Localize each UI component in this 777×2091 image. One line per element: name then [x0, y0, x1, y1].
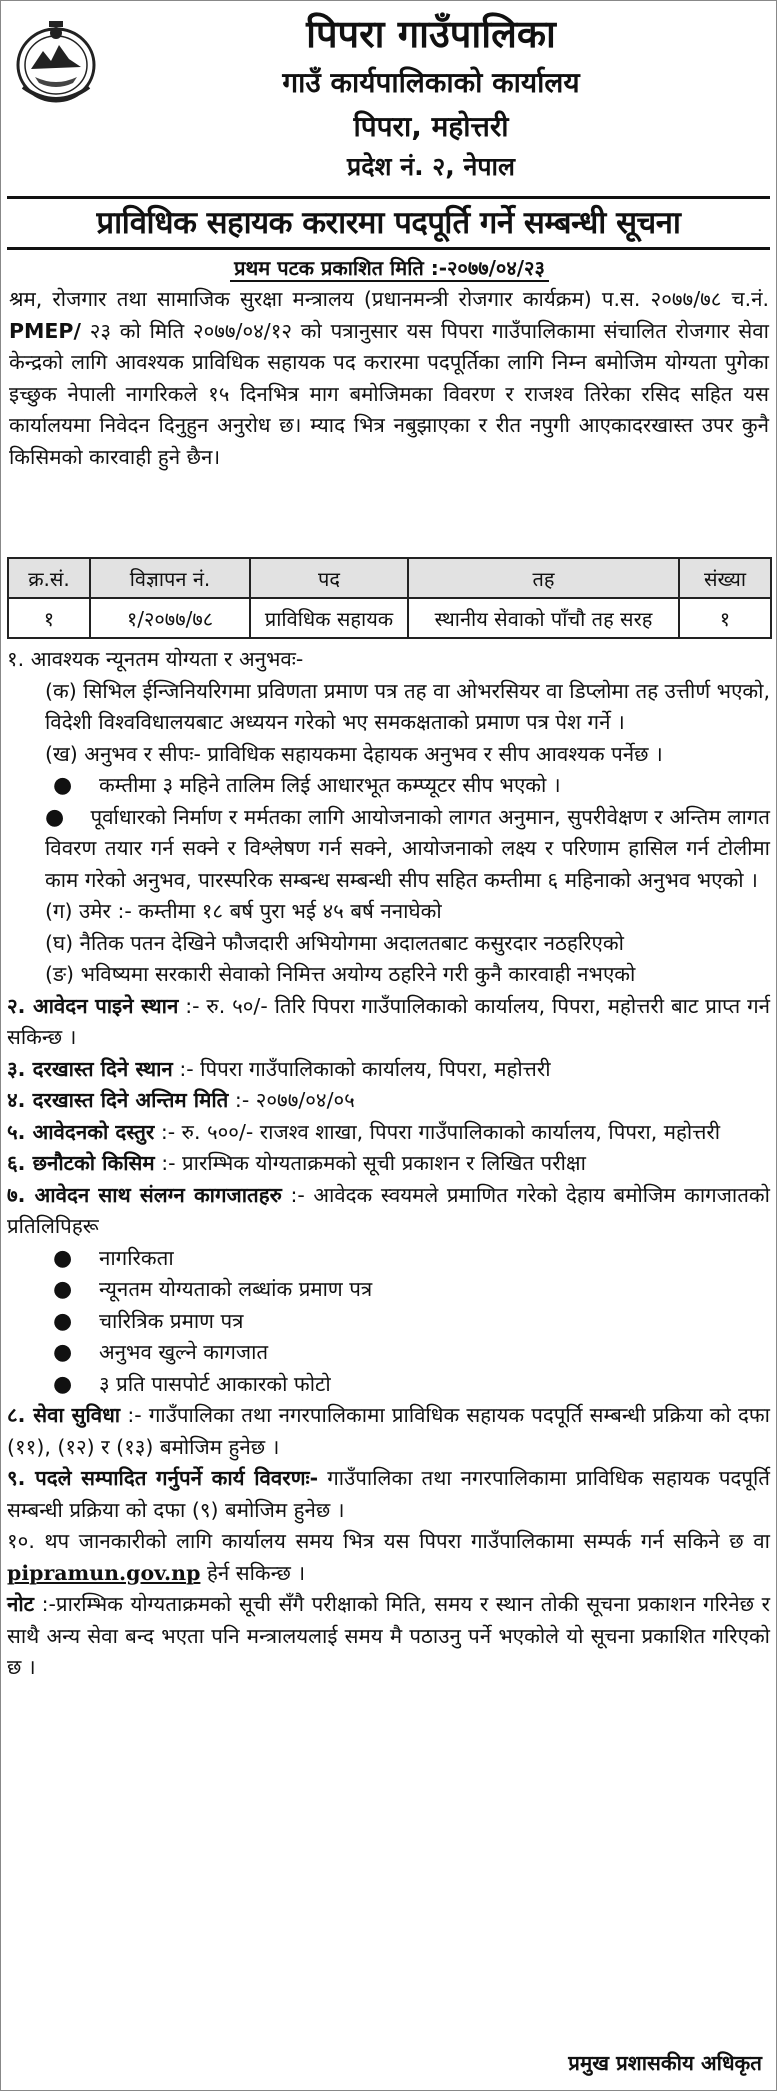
municipality-name: पिपरा गाउँपालिका — [306, 12, 556, 56]
section-1-gha: (घ) नैतिक पतन देखिने फौजदारी अभियोगमा अदालतबाट कसुरदार नठहरिएको — [45, 930, 624, 955]
list-item: ● ३ प्रति पासपोर्ट आकारको फोटो — [7, 1369, 770, 1401]
intro-paragraph: श्रम, रोजगार तथा सामाजिक सुरक्षा मन्त्रालय (प्रधानमन्त्री रोजगार कार्यक्रम) प.स. २०७७/७८ च.नं. PMEP/ २३ को मिति २०७७/०४/१२ को पत्रानुसार यस पिपरा गाउँपालिकामा संचालित रोजगार सेवा केन्द्रको लागि आवश्यक प्राविधिक सहायक पद करारमा पदपूर्तिका लागि निम्न बमोजिम योग्यता पुगेका इच्छुक नेपाली नागरिकले १५ दिनभित्र माग बमोजिमका विवरण र राजश्व तिरेका रसिद सहित यस कार्यालयमा निवेदन दिनुहुन अनुरोध छ। म्याद भित्र नबुझाएका र रीत नपुगी आएकादरखास्त उपर कुनै किसिमको कारवाही हुने छैन। — [9, 287, 769, 469]
bullet-icon: ● — [53, 1308, 73, 1334]
note: नोट :-प्रारम्भिक योग्यताक्रमको सूची सँगै परीक्षाको मिति, समय र स्थान तोकी सूचना प्रकाशन गरिनेछ र साथै अन्य सेवा बन्द भएता पनि मन्त्रालयलाई समय मै पठाउनु पर्ने भएकोले यो सूचना प्रकाशित गरिएको छ । — [7, 1592, 770, 1679]
list-item: ● न्यूनतम योग्यताको लब्धांक प्रमाण पत्र — [7, 1274, 770, 1306]
section-2: २. आवेदन पाइने स्थान :- रु. ५०/- तिरि पिपरा गाउँपालिकाको कार्यालय, पिपरा, महोत्तरी बाट प्राप्त गर्न सकिन्छ । — [7, 993, 770, 1049]
col-post: पद — [250, 558, 408, 598]
col-level: तह — [408, 558, 679, 598]
section-10: १०. थप जानकारीको लागि कार्यालय समय भित्र यस पिपरा गाउँपालिकामा सम्पर्क गर्न सकिने छ वा pipramun.gov.np हेर्न सकिन्छ । — [7, 1529, 770, 1585]
publish-date: प्रथम पटक प्रकाशित मिति :-२०७७/०४/२३ — [1, 254, 777, 281]
section-4: ४. दरखास्त दिने अन्तिम मिति :- २०७७/०४/०५ — [7, 1088, 355, 1112]
list-item: ● नागरिकता — [7, 1243, 770, 1275]
nepal-emblem-icon — [13, 17, 99, 109]
section-6: ६. छनौटको किसिम :- प्रारम्भिक योग्यताक्रमको सूची प्रकाशन र लिखित परीक्षा — [7, 1151, 586, 1175]
section-1-kha: (ख) अनुभव र सीपः- प्राविधिक सहायकमा देहायक अनुभव र सीप आवश्यक पर्नेछ । — [45, 741, 663, 766]
section-5: ५. आवेदनको दस्तुर :- रु. ५००/- राजश्व शाखा, पिपरा गाउँपालिकाको कार्यालय, पिपरा, महोत्तरी — [7, 1119, 721, 1144]
section-1-title: १. आवश्यक न्यूनतम योग्यता र अनुभवः- — [7, 647, 304, 671]
section-1-nga: (ङ) भविष्यमा सरकारी सेवाको निमित्त अयोग्य ठहरिने गरी कुनै कारवाही नभएको — [45, 962, 636, 986]
signatory-title: प्रमुख प्रशासकीय अधिकृत — [568, 2051, 762, 2075]
section-1-ka: (क) सिभिल ईन्जिनियरिगमा प्रविणता प्रमाण पत्र तह वा ओभरसियर वा डिप्लोमा तह उत्तीर्ण भएको, विदेशी विश्वविधालयबाट अध्ययन गरेको भए समकक्षताको प्रमाण पत्र पेश गर्ने । — [45, 678, 770, 734]
bullet-icon: ● — [45, 804, 65, 830]
website-link[interactable]: pipramun.gov.np — [7, 1560, 201, 1585]
table-header-row — [8, 558, 771, 598]
bullet-icon: ● — [53, 1371, 73, 1397]
bullet-icon: ● — [53, 1277, 73, 1302]
notice-title: प्राविधिक सहायक करारमा पदपूर्ति गर्ने सम्बन्धी सूचना — [7, 196, 770, 250]
vacancy-table — [7, 557, 772, 639]
notice-body — [7, 644, 770, 1684]
col-ad-no: विज्ञापन नं. — [90, 558, 250, 598]
office-name: गाउँ कार्यपालिकाको कार्यालय — [282, 66, 580, 99]
section-1-ga: (ग) उमेर :- कम्तीमा १८ बर्ष पुरा भई ४५ बर्ष ननाघेको — [45, 899, 442, 923]
section-3: ३. दरखास्त दिने स्थान :- पिपरा गाउँपालिकाको कार्यालय, पिपरा, महोत्तरी — [7, 1056, 551, 1081]
bullet-icon: ● — [53, 773, 73, 798]
col-count: संख्या — [679, 558, 771, 598]
bullet-icon: ● — [53, 1340, 73, 1365]
col-sn: क्र.सं. — [8, 558, 90, 598]
section-7: ७. आवेदन साथ संलग्न कागजातहरु :- आवेदक स्वयमले प्रमाणित गरेको देहाय बमोजिम कागजातको प्रतिलिपिहरू — [7, 1182, 770, 1238]
letterhead — [1, 1, 776, 189]
table-row: १ १/२०७७/७८ प्राविधिक सहायक स्थानीय सेवाको पाँचौ तह सरह १ — [8, 598, 771, 638]
list-item: ● पूर्वाधारको निर्माण र मर्मतका लागि आयोजनाको लागत अनुमान, सुपरीवेक्षण र अन्तिम लागत विवरण तयार गर्न सक्ने र विश्लेषण गर्न सक्ने, आयोजनाको लक्ष्य र परिणाम हासिल गर्न टोलीमा काम गरेको अनुभव, पारस्परिक सम्बन्ध सम्बन्धी सीप सहित कम्तीमा ६ महिनाको अनुभव भएको । — [45, 804, 770, 892]
section-9: ९. पदले सम्पादित गर्नुपर्ने कार्य विवरणः- गाउँपालिका तथा नगरपालिकामा प्राविधिक सहायक पदपूर्ति सम्बन्धी प्रक्रिया को दफा (९) बमोजिम हुनेछ । — [7, 1466, 770, 1522]
bullet-icon: ● — [53, 1245, 73, 1271]
list-item: ● चारित्रिक प्रमाण पत्र — [7, 1306, 770, 1338]
province-line: प्रदेश नं. २, नेपाल — [347, 152, 515, 181]
list-item: ● अनुभव खुल्ने कागजात — [7, 1337, 770, 1369]
section-8: ८. सेवा सुविधा :- गाउँपालिका तथा नगरपालिकामा प्राविधिक सहायक पदपूर्ति सम्बन्धी प्रक्रिया को दफा (११), (१२) र (१३) बमोजिम हुनेछ । — [7, 1403, 770, 1459]
office-location: पिपरा, महोत्तरी — [353, 110, 509, 143]
list-item: ● कम्तीमा ३ महिने तालिम लिई आधारभूत कम्प्यूटर सीप भएको । — [7, 770, 770, 802]
